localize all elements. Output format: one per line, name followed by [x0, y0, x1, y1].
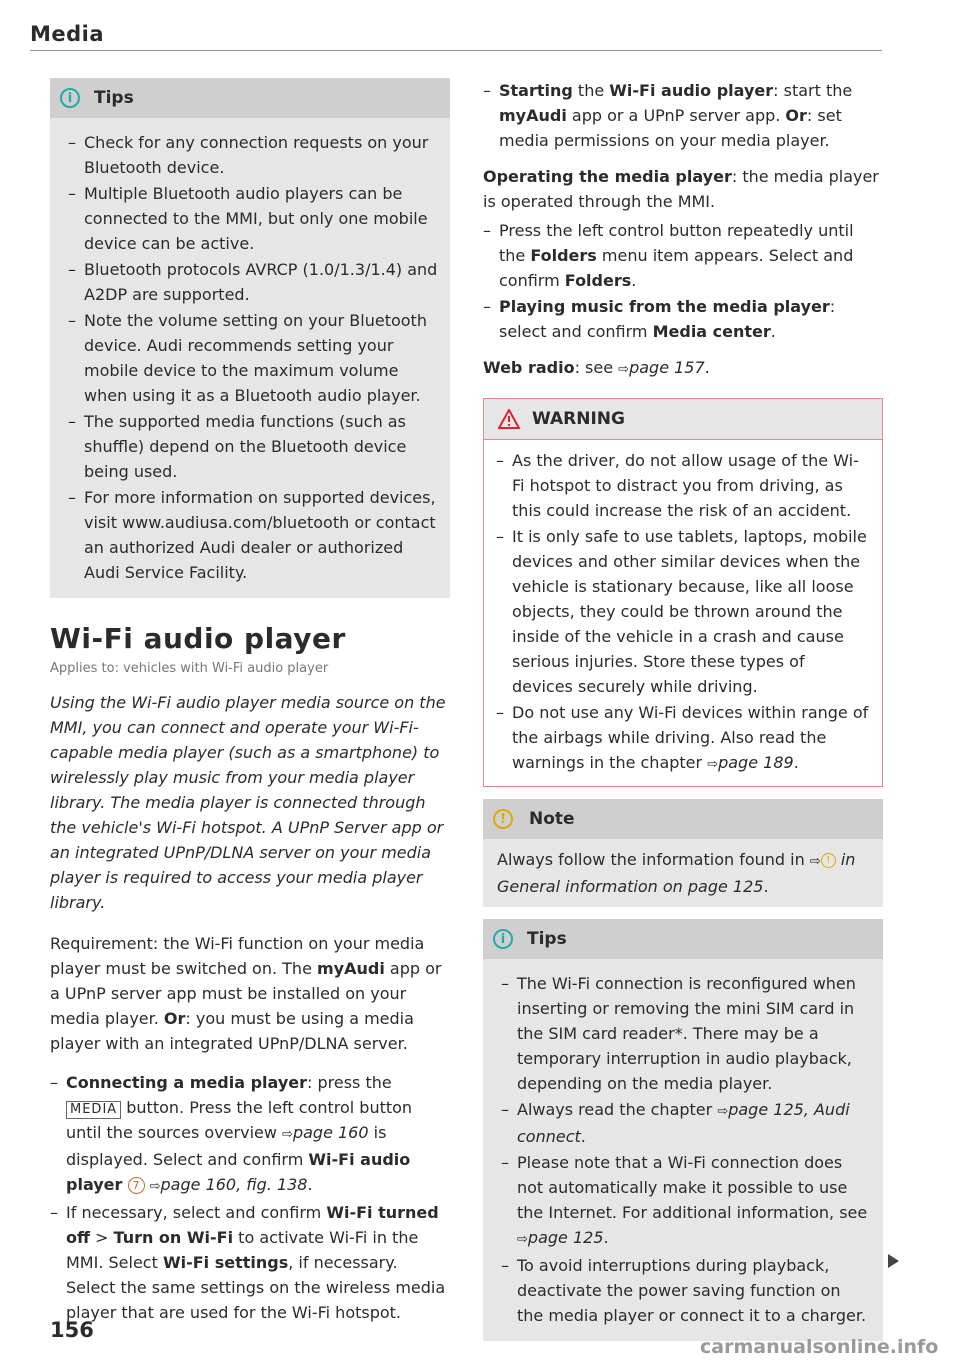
warning-box: [483, 398, 883, 787]
tips-item: – Check for any connection requests on your Bluetooth device.: [68, 130, 438, 180]
tips-item: – Always read the chapter ⇨page 125, Audi connect.: [501, 1097, 871, 1149]
page-link[interactable]: page 157: [629, 358, 705, 377]
page-link[interactable]: page 125: [527, 1228, 604, 1247]
webradio-paragraph: Web radio: see ⇨page 157.: [483, 358, 710, 377]
note-icon: !: [493, 809, 513, 829]
tips-item: – The Wi-Fi connection is reconfigured when inserting or removing the mini SIM card in the SIM card reader*. There may be a temporary interruption in audio playback, depending on the media player.: [501, 971, 871, 1096]
operating-paragraph: Operating the media player: the media player is operated through the MMI.: [483, 167, 879, 211]
arrow-icon: ⇨: [809, 854, 821, 869]
tips-item: – Note the volume setting on your Bluetooth device. Audi recommends setting your mobile device to the maximum volume when using it as a Bluetooth audio player.: [68, 308, 438, 408]
tips-header: [50, 78, 450, 118]
page-link[interactable]: page 160, fig. 138: [160, 1175, 308, 1194]
section-header: Media: [30, 22, 105, 46]
tips-body: [50, 118, 450, 598]
tips-item: – The supported media functions (such as shuffle) depend on the Bluetooth device being used.: [68, 409, 438, 484]
applies-to: Applies to: vehicles with Wi-Fi audio player: [50, 661, 329, 676]
note-ref-icon: !: [821, 853, 836, 868]
page-link[interactable]: page 189: [718, 753, 794, 772]
warning-body: [484, 440, 882, 786]
tips-item: – Please note that a Wi-Fi connection does not automatically make it possible to use the Internet. For additional information, see ⇨page 125.: [501, 1150, 871, 1252]
arrow-icon: ⇨: [517, 1232, 528, 1247]
warning-icon: [498, 409, 520, 429]
info-icon: i: [60, 88, 80, 108]
tips-title: Tips: [94, 88, 134, 108]
right-column: [483, 78, 883, 1341]
tips-item: – Bluetooth protocols AVRCP (1.0/1.3/1.4) and A2DP are supported.: [68, 257, 438, 307]
tips-item: – Multiple Bluetooth audio players can be connected to the MMI, but only one mobile device can be active.: [68, 181, 438, 256]
tips-title: Tips: [527, 929, 567, 949]
tips-item: – To avoid interruptions during playback, deactivate the power saving function on the media player or connect it to a charger.: [501, 1253, 871, 1328]
requirement-paragraph: Requirement: the Wi-Fi function on your media player must be switched on. The myAudi app or a UPnP server app must be installed on your media player. Or: you must be using a media player with an integrated UPnP/DLNA server.: [50, 934, 442, 1053]
playing-step: – Playing music from the media player: select and confirm Media center.: [483, 294, 883, 344]
connect-step: – Connecting a media player: press the MEDIA button. Press the left control button until the sources overview ⇨page 160 is displayed. Select and confirm Wi-Fi audio player 7 ⇨page 160, fig. 138.: [50, 1070, 450, 1199]
arrow-icon: ⇨: [149, 1179, 161, 1194]
warning-title: WARNING: [532, 409, 625, 429]
tips-box-2: [483, 919, 883, 1341]
media-key: MEDIA: [66, 1101, 121, 1119]
info-icon: i: [493, 929, 513, 949]
warning-header: [484, 399, 882, 440]
note-body: [483, 839, 883, 907]
header-rule: [30, 50, 882, 51]
page-number: 156: [50, 1318, 94, 1342]
note-title: Note: [529, 809, 575, 829]
left-column: [50, 78, 450, 1326]
folders-step: – Press the left control button repeatedly until the Folders menu item appears. Select and confirm Folders.: [483, 218, 883, 293]
tips-item: – For more information on supported devices, visit www.audiusa.com/bluetooth or contact an authorized Audi dealer or authorized Audi Service Facility.: [68, 485, 438, 585]
tips-header: [483, 919, 883, 959]
continue-arrow-icon: [888, 1254, 899, 1268]
arrow-icon: ⇨: [707, 757, 719, 772]
note-header: [483, 799, 883, 839]
warning-item: – Do not use any Wi-Fi devices within range of the airbags while driving. Also read the warnings in the chapter ⇨page 189.: [496, 700, 870, 777]
note-box: [483, 799, 883, 907]
page-link[interactable]: page 160: [292, 1123, 369, 1142]
starting-step: – Starting the Wi-Fi audio player: start the myAudi app or a UPnP server app. Or: set media permissions on your media player.: [483, 78, 883, 153]
section-title: Wi-Fi audio player: [50, 622, 346, 655]
necessary-step: – If necessary, select and confirm Wi-Fi turned off > Turn on Wi-Fi to activate Wi-Fi in the MMI. Select Wi-Fi settings, if necessary. Select the same settings on the wireless media player that are used for the Wi-Fi hotspot.: [50, 1200, 450, 1325]
note-text: Always follow the information found in ⇨ ! in General information on page 125.: [497, 850, 856, 896]
arrow-icon: ⇨: [282, 1127, 293, 1142]
tips-box-1: [50, 78, 450, 598]
page-link[interactable]: in General information on page 125: [497, 850, 856, 896]
page-link[interactable]: page 125, Audi connect: [517, 1100, 850, 1146]
warning-item: – It is only safe to use tablets, laptops, mobile devices and other similar devices when the vehicle is stationary because, like all loose objects, they could be thrown around the inside of the vehicle in a crash and cause serious injuries. Store these types of devices securely while driving.: [496, 524, 870, 699]
watermark: carmanualsonline.info: [700, 1336, 939, 1358]
warning-item: – As the driver, do not allow usage of the Wi-Fi hotspot to distract you from driving, as this could increase the risk of an accident.: [496, 448, 870, 523]
callout-number: 7: [128, 1177, 145, 1194]
arrow-icon: ⇨: [717, 1104, 729, 1119]
tips-body: [483, 959, 883, 1341]
arrow-icon: ⇨: [618, 362, 630, 377]
intro-paragraph: Using the Wi-Fi audio player media source on the MMI, you can connect and operate your Wi-Fi-capable media player (such as a smartphone) to wirelessly play music from your media player library. The media player is connected through the vehicle's Wi-Fi hotspot. A UPnP Server app or an integrated UPnP/DLNA server on your media player is required to access your media player library.: [50, 693, 446, 912]
